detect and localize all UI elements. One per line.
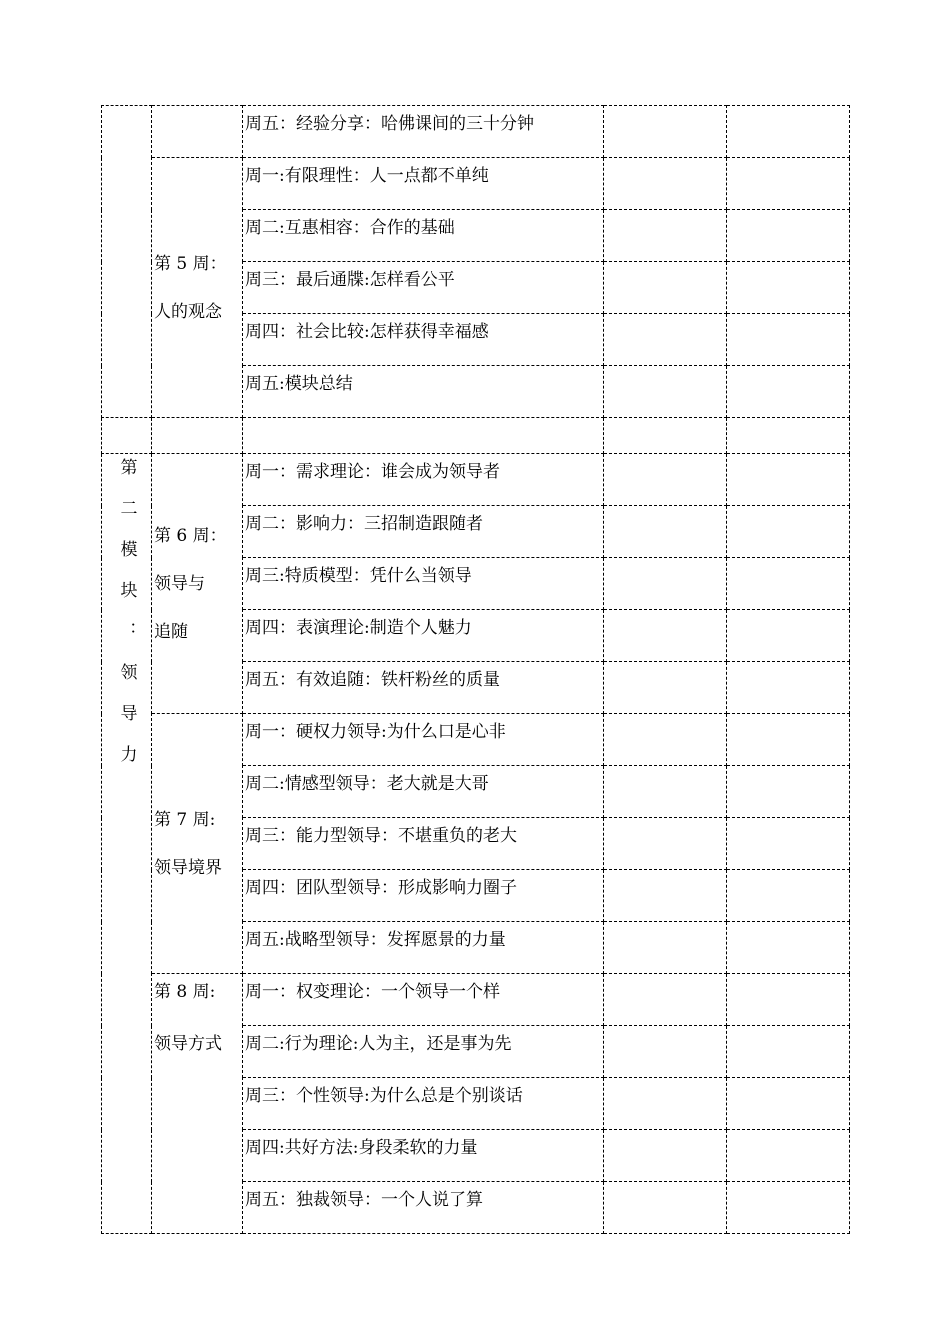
lesson-cell: 周五：独裁领导：一个人说了算 [243, 1182, 604, 1234]
lesson-cell: 周五：经验分享：哈佛课间的三十分钟 [243, 106, 604, 158]
blank-cell [604, 1078, 727, 1130]
lesson-cell: 周二：影响力：三招制造跟随者 [243, 506, 604, 558]
blank-cell [727, 1182, 850, 1234]
blank-cell [727, 314, 850, 366]
blank-cell [727, 870, 850, 922]
week-title-line: 领导与 [154, 573, 205, 594]
lesson-cell: 周一：需求理论：谁会成为领导者 [243, 454, 604, 506]
week-title-cell [152, 158, 243, 418]
blank-cell [727, 714, 850, 766]
lesson-cell: 周一:有限理性：人一点都不单纯 [243, 158, 604, 210]
table-row [102, 974, 850, 1026]
blank-cell [727, 558, 850, 610]
spacer-row [102, 418, 850, 454]
week-title-line: 第 5 周： [154, 253, 227, 274]
blank-cell [604, 610, 727, 662]
blank-cell [727, 766, 850, 818]
blank-cell [604, 714, 727, 766]
blank-cell [152, 418, 243, 454]
blank-cell [604, 1182, 727, 1234]
blank-cell [727, 366, 850, 418]
blank-cell [727, 1078, 850, 1130]
week-title-cell [152, 714, 243, 974]
week-title-line: 追随 [154, 621, 188, 642]
blank-cell [604, 454, 727, 506]
week-title-line: 领导方式 [154, 1034, 222, 1054]
blank-cell [604, 1026, 727, 1078]
blank-cell [727, 506, 850, 558]
blank-cell [604, 558, 727, 610]
week-title-cell [152, 974, 243, 1234]
lesson-cell: 周四：社会比较:怎样获得幸福感 [243, 314, 604, 366]
blank-cell [727, 210, 850, 262]
blank-cell [604, 870, 727, 922]
blank-cell [604, 766, 727, 818]
lesson-cell: 周二:行为理论:人为主，还是事为先 [243, 1026, 604, 1078]
week-title-line: 第 7 周: [154, 809, 216, 830]
lesson-cell: 周五：有效追随：铁杆粉丝的质量 [243, 662, 604, 714]
lesson-cell: 周二:互惠相容：合作的基础 [243, 210, 604, 262]
week-title-line: 人的观念 [154, 301, 222, 322]
table-row [102, 158, 850, 210]
lesson-cell: 周三:特质模型：凭什么当领导 [243, 558, 604, 610]
lesson-cell: 周三：能力型领导：不堪重负的老大 [243, 818, 604, 870]
blank-cell [727, 922, 850, 974]
blank-cell [727, 1026, 850, 1078]
blank-cell [727, 974, 850, 1026]
blank-cell [604, 1130, 727, 1182]
blank-cell [604, 506, 727, 558]
blank-cell [604, 922, 727, 974]
blank-cell [102, 418, 152, 454]
lesson-cell: 周二:情感型领导：老大就是大哥 [243, 766, 604, 818]
lesson-cell: 周五:战略型领导：发挥愿景的力量 [243, 922, 604, 974]
course-schedule-table [101, 105, 850, 1234]
lesson-cell: 周四:共好方法:身段柔软的力量 [243, 1130, 604, 1182]
blank-cell [727, 662, 850, 714]
blank-cell [727, 106, 850, 158]
blank-cell [243, 418, 604, 454]
blank-cell [604, 210, 727, 262]
lesson-cell: 周一：权变理论：一个领导一个样 [243, 974, 604, 1026]
blank-cell [727, 454, 850, 506]
module-label: 第二模块：领导力 [116, 458, 137, 786]
week-title-line: 领导境界 [154, 857, 222, 878]
module-cell-empty [102, 106, 152, 418]
blank-cell [604, 158, 727, 210]
week-cell-empty [152, 106, 243, 158]
blank-cell [727, 262, 850, 314]
table-row [102, 106, 850, 158]
lesson-cell: 周四：表演理论:制造个人魅力 [243, 610, 604, 662]
blank-cell [727, 610, 850, 662]
lesson-cell: 周四：团队型领导：形成影响力圈子 [243, 870, 604, 922]
week-title-cell [152, 454, 243, 714]
blank-cell [604, 314, 727, 366]
blank-cell [727, 1130, 850, 1182]
blank-cell [604, 366, 727, 418]
blank-cell [604, 106, 727, 158]
table-row [102, 714, 850, 766]
blank-cell [727, 418, 850, 454]
lesson-cell: 周一：硬权力领导:为什么口是心非 [243, 714, 604, 766]
blank-cell [604, 262, 727, 314]
lesson-cell: 周三：最后通牒:怎样看公平 [243, 262, 604, 314]
table-row [102, 454, 850, 506]
week-title-line: 第 6 周： [154, 525, 227, 546]
blank-cell [604, 818, 727, 870]
module-cell [102, 454, 152, 1234]
blank-cell [604, 974, 727, 1026]
blank-cell [727, 158, 850, 210]
blank-cell [604, 418, 727, 454]
week-title-line: 第 8 周: [154, 982, 216, 1002]
blank-cell [604, 662, 727, 714]
lesson-cell: 周三：个性领导:为什么总是个别谈话 [243, 1078, 604, 1130]
blank-cell [727, 818, 850, 870]
lesson-cell: 周五:模块总结 [243, 366, 604, 418]
